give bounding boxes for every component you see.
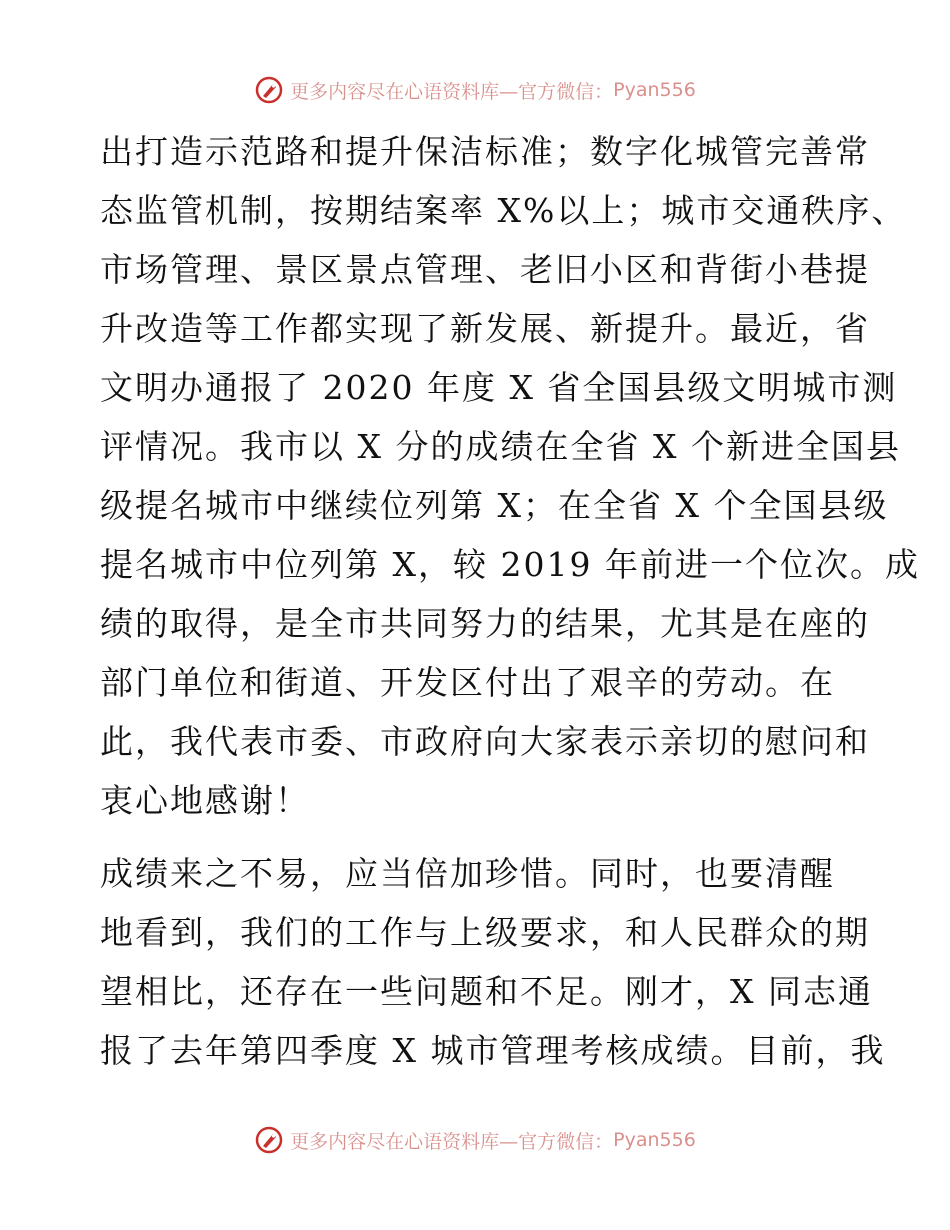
banner-text: 更多内容尽在心语资料库—官方微信： bbox=[290, 80, 614, 103]
text-line: 衷心地感谢！ bbox=[100, 781, 310, 820]
text-line: 地看到，我们的工作与上级要求，和人民群众的期 bbox=[100, 913, 870, 952]
text-line: 绩的取得，是全市共同努力的结果，尤其是在座的 bbox=[100, 604, 870, 643]
text-line: 提名城市中位列第 X，较 2019 年前进一个位次。成 bbox=[100, 545, 920, 584]
text-line: 部门单位和街道、开发区付出了艰辛的劳动。在 bbox=[100, 663, 835, 702]
text-line: 此，我代表市委、市政府向大家表示亲切的慰问和 bbox=[100, 722, 870, 761]
paragraph bbox=[100, 122, 920, 830]
banner-text: 更多内容尽在心语资料库—官方微信： bbox=[290, 1130, 614, 1153]
text-line: 望相比，还存在一些问题和不足。刚才，X 同志通 bbox=[100, 972, 873, 1011]
text-line: 级提名城市中继续位列第 X；在全省 X 个全国县级 bbox=[100, 486, 889, 525]
text-line: 报了去年第四季度 X 城市管理考核成绩。目前，我 bbox=[100, 1031, 886, 1070]
text-line: 出打造示范路和提升保洁标准；数字化城管完善常 bbox=[100, 132, 870, 171]
text-line: 态监管机制，按期结案率 X%以上；城市交通秩序、 bbox=[100, 191, 907, 230]
banner-handle: Pyan556 bbox=[613, 79, 696, 101]
text-line: 评情况。我市以 X 分的成绩在全省 X 个新进全国县 bbox=[100, 427, 901, 466]
text-line: 升改造等工作都实现了新发展、新提升。最近，省 bbox=[100, 309, 870, 348]
pen-nib-logo-icon bbox=[254, 1125, 284, 1155]
pen-nib-logo-icon bbox=[254, 75, 284, 105]
text-line: 成绩来之不易，应当倍加珍惜。同时，也要清醒 bbox=[100, 854, 835, 893]
text-line: 文明办通报了 2020 年度 X 省全国县级文明城市测 bbox=[100, 368, 898, 407]
footer-banner bbox=[0, 1120, 950, 1160]
paragraph-gap bbox=[100, 830, 850, 844]
header-banner bbox=[0, 70, 950, 110]
document-body bbox=[100, 122, 920, 1080]
paragraph bbox=[100, 844, 886, 1080]
text-line: 市场管理、景区景点管理、老旧小区和背街小巷提 bbox=[100, 250, 870, 289]
banner-handle: Pyan556 bbox=[613, 1129, 696, 1151]
